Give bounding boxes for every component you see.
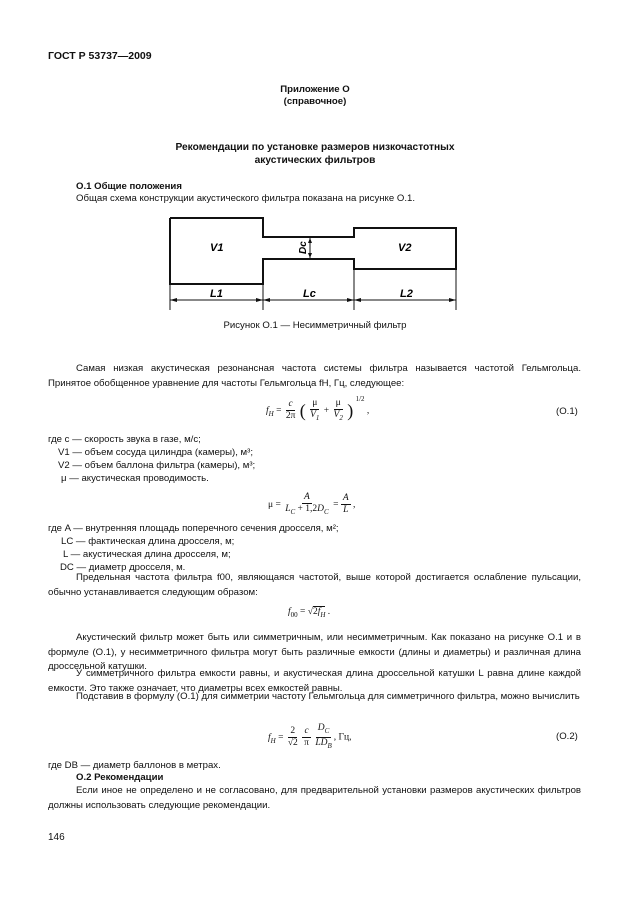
definition-item: LC — фактическая длина дросселя, м; <box>61 536 235 547</box>
definition-item: где A — внутренняя площадь поперечного сечения дросселя, м²; <box>48 523 339 534</box>
paragraph-helmholtz: Самая низкая акустическая резонансная частота системы фильтра называется частотой Гельмгольца. Принятое обобщенное уравнение для частоты Гельмгольца fH, Гц, следующее: <box>48 363 581 389</box>
section1-title: О.1 Общие положения <box>76 181 182 192</box>
v1-label: V1 <box>210 242 224 254</box>
equation-mu: μ = $\frac{A}{L_C + 1,2D_C}$ = $\frac{A}{L}$ , <box>268 492 356 516</box>
appendix-title: Приложение О <box>280 84 350 95</box>
section2-title: О.2 Рекомендации <box>76 772 164 783</box>
figure-caption: Рисунок О.1 — Несимметричный фильтр <box>223 320 407 331</box>
equation-o2-units: , Гц, <box>333 732 352 743</box>
heading-line2: акустических фильтров <box>254 155 376 166</box>
definition-item: L — акустическая длина дросселя, м; <box>63 549 231 560</box>
equation-o2: $f_H$ = $\frac{2}{√2}$ $\frac{c}{\pi}$ $\frac{D_C}{LD_B}$ , Гц, <box>268 723 352 750</box>
l1-label: L1 <box>210 288 223 300</box>
page-number: 146 <box>48 832 65 843</box>
l2-label: L2 <box>400 288 413 300</box>
lc-label: Lc <box>303 288 316 300</box>
definition-item: V1 — объем сосуда цилиндра (камеры), м³; <box>58 447 254 458</box>
heading-line1: Рекомендации по установке размеров низкочастотных <box>175 142 455 153</box>
section1-intro: Общая схема конструкции акустического фильтра показана на рисунке О.1. <box>76 193 415 204</box>
filter-diagram <box>160 210 470 310</box>
definitions-mu <box>48 522 339 574</box>
equation-f00: $f_{00} = √2f_H$ . <box>288 607 331 619</box>
standard-number: ГОСТ Р 53737—2009 <box>48 50 152 62</box>
equation-o2-number: (О.2) <box>556 731 578 742</box>
appendix-subtitle: (справочное) <box>283 96 347 107</box>
paragraph-symmetry: Акустический фильтр может быть или симметричным, или несимметричным. Как показано на рисунке О.1 и в формуле (О.1), у несимметричного фильтра могут быть различные емкости (длины и диаметры) и различная длина дроссельной катушки. <box>48 632 581 672</box>
definition-item: μ — акустическая проводимость. <box>61 473 209 484</box>
definition-item: V2 — объем баллона фильтра (камеры), м³; <box>58 460 256 471</box>
dc-label: Dc <box>298 241 309 254</box>
v2-label: V2 <box>398 242 412 254</box>
definition-item: DC — диаметр дросселя, м. <box>60 562 186 573</box>
paragraph-cutoff: Предельная частота фильтра f00, являющаяся частотой, выше которой достигается ослабление пульсации, обычно устанавливается следующим образом: <box>48 572 581 598</box>
section2-text: Если иное не определено и не согласовано, для предварительной установки размеров акустических фильтров должны использовать следующие рекомендации. <box>48 785 581 811</box>
equation-o1: $f_H$ = $\frac{c}{2\pi}$ ( $\frac{\mu}{V_1}$ + $\frac{\mu}{V_2}$ ) $^{1/2}$ , <box>266 394 370 422</box>
definition-item: где с — скорость звука в газе, м/с; <box>48 434 201 445</box>
paragraph-symmetric-filter: У симметричного фильтра емкости равны, и акустическая длина дроссельной катушки L равна длине каждой емкости. Это также означает, что диаметры всех емкостей равны. <box>48 668 581 694</box>
definitions-o1 <box>48 433 255 485</box>
paragraph-substitute: Подставив в формулу (О.1) для симметрии частоту Гельмгольца для симметричного фильтра, можно вычислить <box>76 691 580 702</box>
equation-o1-number: (О.1) <box>556 406 578 417</box>
definition-db: где DB — диаметр баллонов в метрах. <box>48 760 221 771</box>
